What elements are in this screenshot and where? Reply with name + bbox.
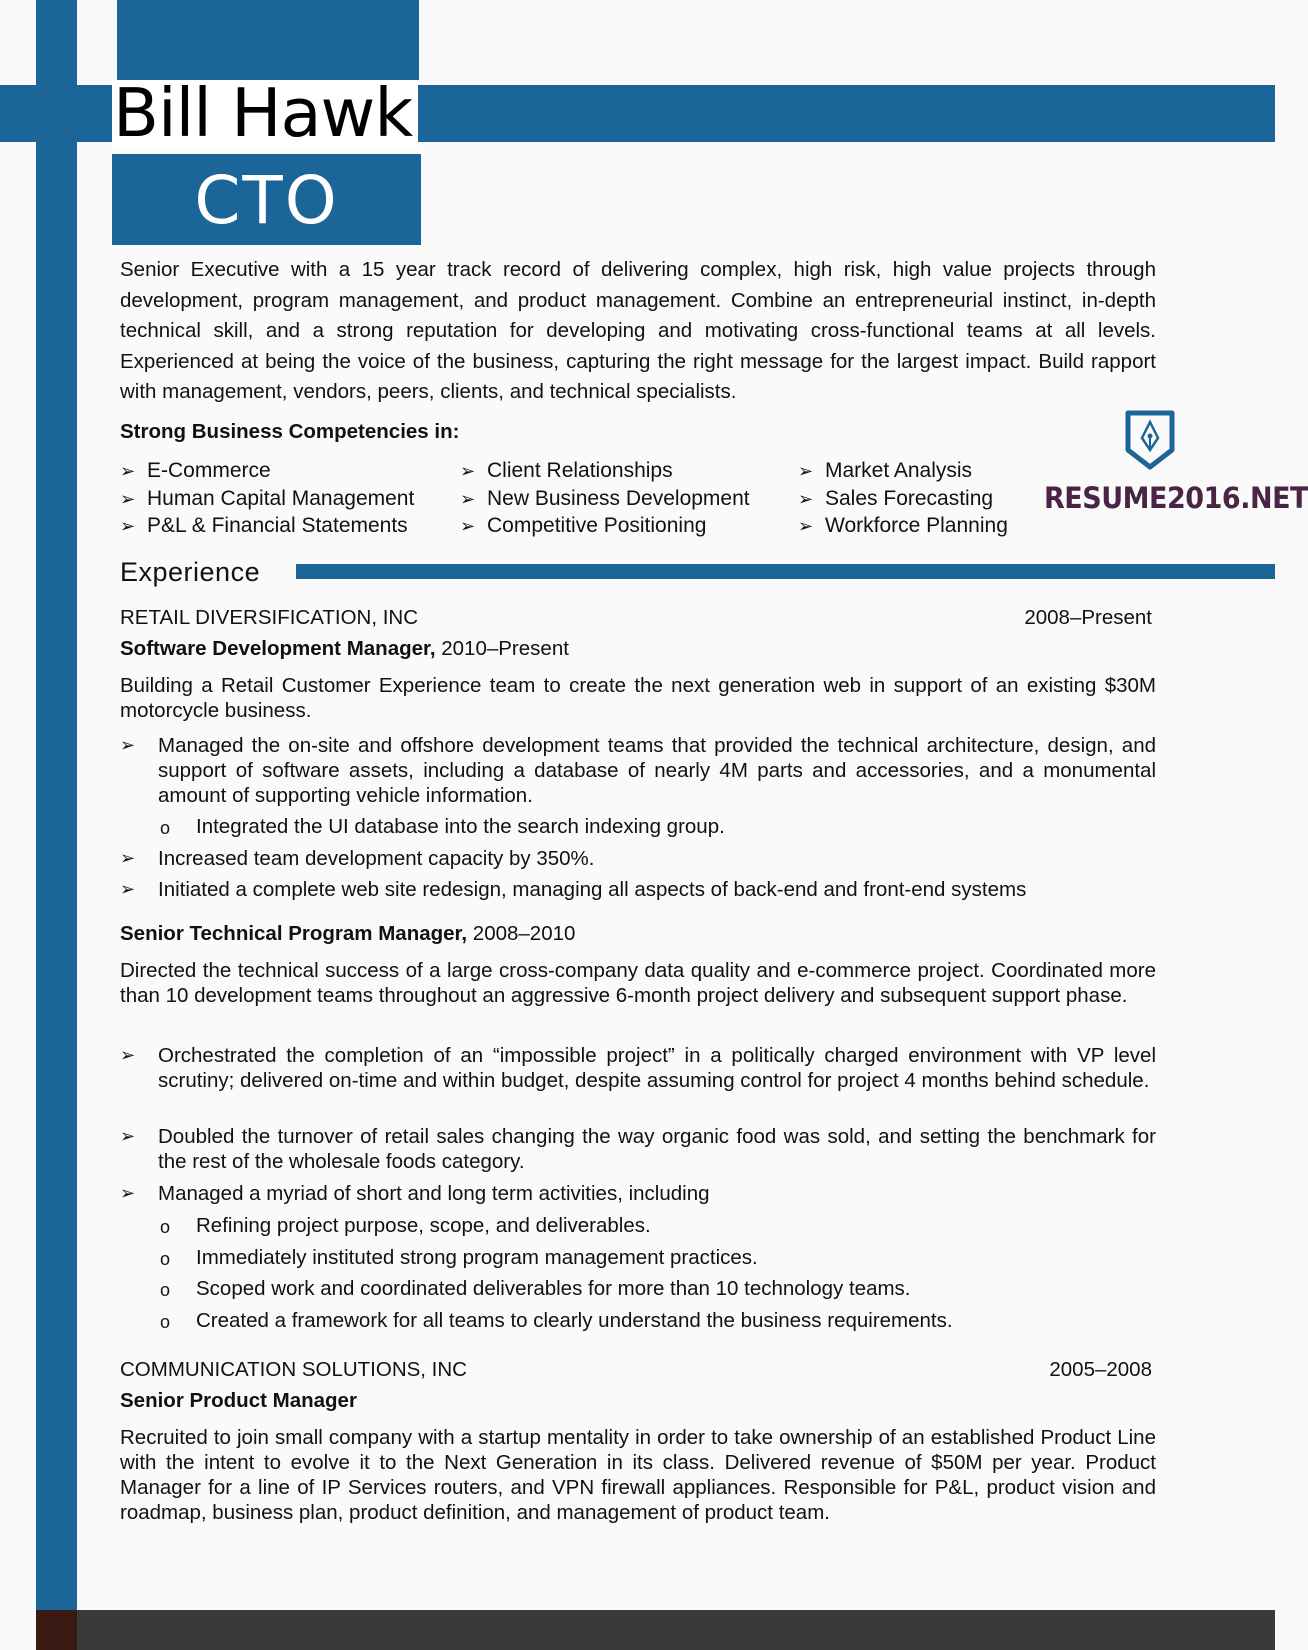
arrow-bullet-icon: ➢ — [120, 879, 136, 900]
sub-bullet: o Refining project purpose, scope, and deliverables. — [160, 1213, 1156, 1238]
circle-bullet-icon: o — [160, 1217, 171, 1237]
arrow-bullet-icon: ➢ — [460, 461, 476, 482]
footer-bar — [77, 1610, 1275, 1650]
role-title: Senior Technical Program Manager, — [120, 922, 468, 945]
left-accent-bar — [36, 0, 77, 1610]
achievement-bullet: ➢ Initiated a complete web site redesign, managing all aspects of back-end and front-end systems — [120, 878, 1027, 901]
header-top-block — [117, 0, 419, 80]
summary-paragraph: Senior Executive with a 15 year track record of delivering complex, high risk, high value projects through development, program management, and product management. Combine an entrepreneurial instinct, in-depth technical skill, and a strong reputation for developing and motivating cross-functional teams at all levels. Experienced at being the voice of the business, capturing the right message for the largest impact. Build rapport with management, vendors, peers, clients, and technical specialists. — [120, 258, 1156, 403]
achievement-bullet: ➢ Doubled the turnover of retail sales changing the way organic food was sold, and setting the benchmark for the rest of the wholesale foods category. — [120, 1125, 1156, 1173]
sub-bullet: o Immediately instituted strong program management practices. — [160, 1245, 1156, 1270]
circle-bullet-icon: o — [160, 1280, 171, 1300]
arrow-bullet-icon: ➢ — [120, 848, 136, 869]
role-line — [120, 637, 569, 661]
role-line — [120, 922, 575, 946]
candidate-title: CTO — [194, 162, 339, 239]
competency-item: ➢ E-Commerce — [120, 458, 414, 486]
arrow-bullet-icon: ➢ — [120, 1126, 136, 1147]
arrow-bullet-icon: ➢ — [120, 1045, 136, 1066]
sub-bullet: o Scoped work and coordinated deliverables for more than 10 technology teams. — [160, 1276, 1156, 1301]
achievement-bullet: ➢ Managed a myriad of short and long term activities, including — [120, 1182, 710, 1205]
competency-item: ➢ Client Relationships — [460, 458, 750, 486]
role-line — [120, 1389, 357, 1413]
experience-heading-rule — [296, 564, 1275, 579]
arrow-bullet-icon: ➢ — [798, 488, 814, 510]
resume2016-logo-text: RESUME2016.NET — [1044, 481, 1308, 515]
left-accent-bar-foot — [36, 1610, 77, 1650]
role-description: Directed the technical success of a large cross-company data quality and e-commerce project. Coordinated more than 10 development teams throughout an aggressive 6-month project delivery and subsequent support phase. — [120, 959, 1156, 1007]
arrow-bullet-icon: ➢ — [120, 1183, 136, 1204]
arrow-bullet-icon: ➢ — [460, 516, 476, 537]
company-line — [120, 606, 1152, 630]
competency-item: ➢ Competitive Positioning — [460, 513, 750, 541]
achievement-bullet: ➢ Orchestrated the completion of an “impossible project” in a politically charged environment with VP level scrutiny; delivered on-time and within budget, despite assuming control for project 4 months behind schedule. — [120, 1044, 1156, 1092]
circle-bullet-icon: o — [160, 1312, 171, 1332]
role-dates: 2010–Present — [435, 637, 569, 660]
competency-item: ➢ Workforce Planning — [798, 513, 1008, 541]
role-title: Software Development Manager, — [120, 637, 436, 660]
competency-item: ➢ Human Capital Management — [120, 486, 414, 514]
experience-heading: Experience — [120, 557, 261, 587]
role-title: Senior Product Manager — [120, 1389, 357, 1412]
arrow-bullet-icon: ➢ — [798, 516, 814, 537]
sub-bullet: o Integrated the UI database into the search indexing group. — [160, 814, 1156, 839]
circle-bullet-icon: o — [160, 818, 171, 838]
arrow-bullet-icon: ➢ — [120, 735, 136, 756]
competencies-column-2 — [460, 458, 750, 541]
role-description: Building a Retail Customer Experience team to create the next generation web in support of an existing $30M motorcycle business. — [120, 674, 1156, 722]
pen-nib-shield-icon — [1125, 410, 1175, 470]
arrow-bullet-icon: ➢ — [120, 488, 136, 510]
competency-item: ➢ P&L & Financial Statements — [120, 513, 414, 541]
competencies-heading: Strong Business Competencies in: — [120, 420, 460, 443]
competency-item: ➢ Sales Forecasting — [798, 486, 1008, 514]
sub-bullet: o Created a framework for all teams to clearly understand the business requirements. — [160, 1308, 1156, 1333]
circle-bullet-icon: o — [160, 1249, 171, 1269]
competencies-column-3 — [798, 458, 1008, 541]
company-name: COMMUNICATION SOLUTIONS, INC — [120, 1358, 467, 1381]
candidate-name: Bill Hawk — [113, 74, 413, 152]
arrow-bullet-icon: ➢ — [798, 461, 814, 482]
arrow-bullet-icon: ➢ — [120, 516, 136, 537]
role-dates: 2008–2010 — [467, 922, 576, 945]
achievement-bullet: ➢ Managed the on-site and offshore development teams that provided the technical architecture, design, and support of software assets, including a database of nearly 4M parts and accessories, and a monumental amount of supporting vehicle information. — [120, 734, 1156, 807]
company-line — [120, 1358, 1152, 1382]
arrow-bullet-icon: ➢ — [460, 488, 476, 510]
competency-item: ➢ New Business Development — [460, 486, 750, 514]
competencies-column-1 — [120, 458, 414, 541]
competency-item: ➢ Market Analysis — [798, 458, 1008, 486]
company-dates: 2008–Present — [1024, 606, 1152, 629]
company-name: RETAIL DIVERSIFICATION, INC — [120, 606, 419, 629]
arrow-bullet-icon: ➢ — [120, 461, 136, 482]
role-description: Recruited to join small company with a startup mentality in order to take ownership of an established Product Line with the intent to evolve it to the Next Generation in its class. Delivered revenue of $50M per year. Product Manager for a line of IP Services routers, and VPN firewall appliances. Responsible for P&L, product vision and roadmap, business plan, product definition, and management of product team. — [120, 1426, 1156, 1524]
achievement-bullet: ➢ Increased team development capacity by 350%. — [120, 847, 595, 870]
company-dates: 2005–2008 — [1049, 1358, 1152, 1381]
